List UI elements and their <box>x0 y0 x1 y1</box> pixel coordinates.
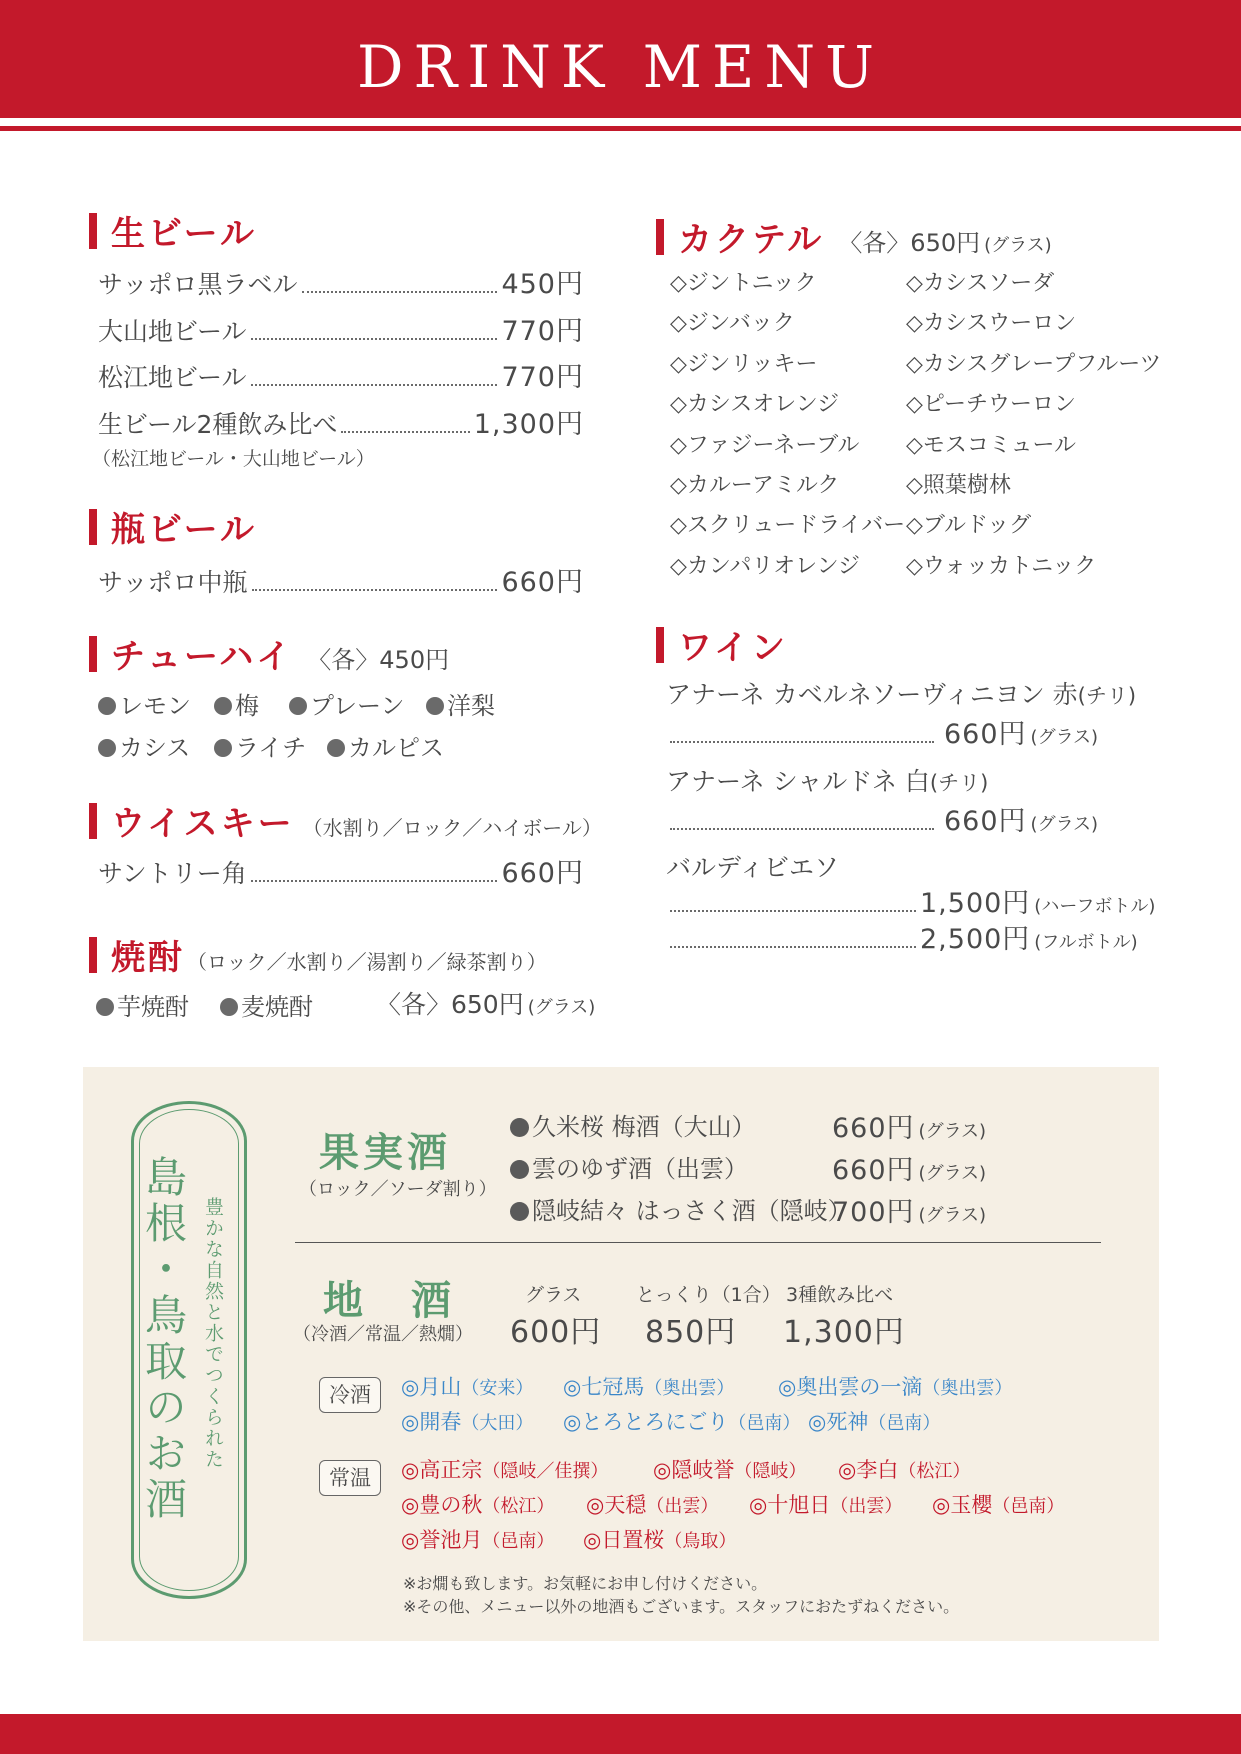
section-title-text: ウイスキー <box>111 804 295 844</box>
shochu-item <box>96 987 189 1022</box>
section-title-text: カクテル <box>678 220 825 260</box>
item-name: 松江地ビール <box>98 363 247 392</box>
wine-origin: (チリ) <box>929 771 989 795</box>
panel-divider <box>295 1242 1101 1243</box>
leader-dots <box>670 828 934 830</box>
item-note: （松江地ビール・大山地ビール） <box>92 448 375 470</box>
sake-item <box>838 1454 970 1484</box>
jizake-col-price: 600円 <box>510 1315 602 1350</box>
wine-price-row <box>670 712 1098 751</box>
sake-name: ◎開春 <box>401 1410 462 1434</box>
fruit-item-price <box>832 1190 986 1229</box>
fruit-liquor-title: 果実酒 <box>319 1129 451 1176</box>
item-name: サッポロ中瓶 <box>98 568 248 597</box>
item-price: 660円 <box>501 858 584 889</box>
local-sake-panel <box>83 1067 1159 1641</box>
cocktail-item: ◇ジントニック <box>670 271 817 296</box>
menu-row <box>98 309 584 348</box>
joon-label: 常温 <box>319 1460 381 1496</box>
unit: (グラス) <box>918 1163 987 1184</box>
wine-unit: (グラス) <box>1030 814 1099 835</box>
sake-name: ◎とろとろにごり <box>563 1410 729 1434</box>
section-title-draft-beer <box>89 206 257 255</box>
jizake-note: （冷酒／常温／熱燗） <box>293 1324 473 1345</box>
section-title-shochu <box>89 930 547 979</box>
leader-dots <box>670 946 916 948</box>
section-title-text: 焼酎 <box>111 938 185 978</box>
wine-unit: (フルボトル) <box>1034 932 1138 953</box>
jizake-col-head: グラス <box>525 1284 582 1306</box>
bullet-dot <box>214 697 232 715</box>
header-rule <box>0 126 1241 131</box>
sake-name: ◎奥出雲の一滴 <box>778 1375 923 1399</box>
section-title-text: チューハイ <box>111 637 294 677</box>
bullet-dot <box>98 697 116 715</box>
cocktail-item: ◇カシスソーダ <box>906 271 1055 296</box>
cocktail-item: ◇カシスグレープフルーツ <box>906 352 1162 377</box>
footer-band <box>0 1714 1241 1754</box>
item-name: 生ビール2種飲み比べ <box>98 410 338 439</box>
sake-area: （出雲） <box>646 1496 719 1517</box>
shochu-name: 麦焼酎 <box>241 993 313 1021</box>
sake-area: （松江） <box>482 1496 555 1517</box>
shochu-name: 芋焼酎 <box>117 993 189 1021</box>
section-title-whisky <box>89 796 602 845</box>
flavor-item <box>426 686 495 721</box>
vertical-subtitle: 豊かな自然と水でつくられた <box>202 1197 224 1470</box>
fruit-liquor-note: （ロック／ソーダ割り） <box>299 1179 497 1200</box>
flavor-item <box>214 686 259 721</box>
section-price-note: 〈各〉450円 <box>307 646 450 674</box>
section-bar <box>89 937 97 973</box>
fruit-item-price <box>832 1148 986 1187</box>
leader-dots <box>302 291 498 293</box>
sake-name: ◎高正宗 <box>401 1458 483 1482</box>
cocktail-item: ◇ブルドッグ <box>906 513 1032 538</box>
jizake-col-price: 850円 <box>645 1315 737 1350</box>
cocktail-item: ◇カシスオレンジ <box>670 392 840 417</box>
sake-name: ◎日置桜 <box>583 1528 665 1552</box>
bullet-dot <box>510 1160 529 1179</box>
section-bar <box>89 636 97 672</box>
section-bar <box>89 803 97 839</box>
leader-dots <box>341 431 469 433</box>
sake-name: ◎豊の秋 <box>401 1493 483 1517</box>
leader-dots <box>251 880 498 882</box>
wine-price-row <box>670 881 1155 920</box>
sake-name: ◎七冠馬 <box>563 1375 645 1399</box>
flavor-item <box>98 728 190 763</box>
section-title-text: 瓶ビール <box>111 510 257 550</box>
wine-price: 2,500円 <box>920 924 1031 955</box>
reishu-label: 冷酒 <box>319 1377 381 1413</box>
item-price: 770円 <box>501 362 584 393</box>
cocktail-item: ◇モスコミュール <box>906 433 1077 458</box>
fruit-item-price <box>832 1106 986 1145</box>
sake-area: （鳥取） <box>664 1531 737 1552</box>
section-title-text: ワイン <box>678 628 788 668</box>
cocktail-item: ◇照葉樹林 <box>906 473 1011 498</box>
vertical-title: 島根・鳥取のお酒 <box>139 1155 188 1523</box>
unit: (グラス) <box>918 1205 987 1226</box>
jizake-title: 地 酒 <box>323 1277 455 1324</box>
leader-dots <box>670 910 916 912</box>
sake-item <box>401 1524 554 1554</box>
item-price: 450円 <box>501 269 584 300</box>
cocktail-item: ◇ファジーネーブル <box>670 433 860 458</box>
jizake-col-head: 3種飲み比べ <box>786 1284 894 1306</box>
section-note: （水割り／ロック／ハイボール） <box>302 816 602 840</box>
cocktail-item: ◇カンパリオレンジ <box>670 554 861 579</box>
sake-area: （奥出雲） <box>644 1378 735 1399</box>
cocktail-item: ◇ジンバック <box>670 311 795 336</box>
sake-area: （隠岐／佳撰） <box>482 1461 609 1482</box>
fruit-item-name: 隠岐結々 はっさく酒（隠岐） <box>532 1197 852 1225</box>
section-bar <box>656 219 664 255</box>
fruit-item <box>510 1191 852 1226</box>
sake-area: （大田） <box>461 1413 534 1434</box>
flavor-item <box>214 728 306 763</box>
item-price: 660円 <box>501 567 584 598</box>
cocktail-item: ◇ウォッカトニック <box>906 554 1097 579</box>
fruit-item-name: 久米桜 梅酒（大山） <box>532 1113 756 1141</box>
menu-row <box>98 355 584 394</box>
flavor-item <box>289 686 405 721</box>
sake-area: （松江） <box>898 1461 971 1482</box>
flavor-item <box>98 686 191 721</box>
bullet-dot <box>289 697 307 715</box>
leader-dots <box>251 338 498 340</box>
bullet-dot <box>510 1118 529 1137</box>
leader-dots <box>252 589 498 591</box>
wine-unit: (ハーフボトル) <box>1034 896 1156 917</box>
shochu-item <box>220 987 313 1022</box>
cocktail-item: ◇カルーアミルク <box>670 473 840 498</box>
sake-item <box>586 1489 718 1519</box>
wine-name <box>666 675 1136 711</box>
wine-name <box>666 762 988 798</box>
flavor-name: 洋梨 <box>447 692 495 720</box>
leader-dots <box>670 741 934 743</box>
sake-item <box>808 1406 940 1436</box>
sake-item <box>749 1489 902 1519</box>
cocktail-item: ◇カシスウーロン <box>906 311 1077 336</box>
wine-name: バルディビエソ <box>666 853 840 882</box>
cocktail-item: ◇スクリュードライバー <box>670 513 906 538</box>
section-title-text: 生ビール <box>111 214 257 254</box>
bullet-dot <box>98 739 116 757</box>
section-title-bottle-beer <box>89 502 257 551</box>
page-title: DRINK MENU <box>357 33 884 101</box>
bullet-dot <box>510 1202 529 1221</box>
sake-name: ◎天穏 <box>586 1493 647 1517</box>
fruit-item-name: 雲のゆず酒（出雲） <box>532 1155 748 1183</box>
item-name: サントリー角 <box>98 859 247 888</box>
flavor-name: ライチ <box>235 734 307 762</box>
shochu-price <box>376 985 595 1021</box>
sake-item <box>401 1454 608 1484</box>
bullet-dot <box>214 739 232 757</box>
wine-price-row <box>670 799 1098 838</box>
bullet-dot <box>426 697 444 715</box>
wine-label: アナーネ シャルドネ 白 <box>666 767 930 796</box>
sake-name: ◎李白 <box>838 1458 899 1482</box>
section-price-note: 〈各〉650円 <box>838 229 981 257</box>
flavor-item <box>327 728 444 763</box>
section-bar <box>89 213 97 249</box>
sake-area: （隠岐） <box>734 1461 807 1482</box>
wine-origin: (チリ) <box>1077 684 1137 708</box>
menu-row <box>98 560 584 599</box>
wine-price: 1,500円 <box>920 888 1031 919</box>
cocktail-item: ◇ジンリッキー <box>670 352 818 377</box>
item-price: 770円 <box>501 316 584 347</box>
price: 660円 <box>832 1155 915 1186</box>
section-title-cocktail <box>656 212 1052 261</box>
section-bar <box>89 509 97 545</box>
fruit-item <box>510 1107 756 1142</box>
sake-item <box>401 1406 533 1436</box>
sake-item <box>401 1371 533 1401</box>
sake-item <box>653 1454 806 1484</box>
fruit-item <box>510 1149 748 1184</box>
sake-area: （邑南） <box>482 1531 555 1552</box>
menu-row <box>98 402 584 441</box>
section-note: （ロック／水割り／湯割り／緑茶割り） <box>187 950 547 974</box>
jizake-col-price: 1,300円 <box>783 1315 905 1350</box>
bullet-dot <box>327 739 345 757</box>
flavor-name: 梅 <box>235 692 259 720</box>
footnote: ※その他、メニュー以外の地酒もございます。スタッフにおたずねください。 <box>403 1597 960 1616</box>
header-band <box>0 0 1241 118</box>
item-name: 大山地ビール <box>98 317 247 346</box>
flavor-name: レモン <box>119 692 191 720</box>
bullet-dot <box>220 998 238 1016</box>
wine-label: アナーネ カベルネソーヴィニヨン 赤 <box>666 680 1078 709</box>
unit: (グラス) <box>918 1121 987 1142</box>
sake-area: （出雲） <box>830 1496 903 1517</box>
sake-item <box>778 1371 1012 1401</box>
section-title-chuhai <box>89 629 449 678</box>
leader-dots <box>251 384 498 386</box>
section-title-wine <box>656 620 788 669</box>
sake-item <box>401 1489 554 1519</box>
sake-name: ◎玉櫻 <box>932 1493 993 1517</box>
sake-area: （安来） <box>461 1378 534 1399</box>
sake-name: ◎十旭日 <box>749 1493 831 1517</box>
price: 660円 <box>832 1113 915 1144</box>
item-price: 1,300円 <box>473 409 584 440</box>
wine-price-row <box>670 917 1138 956</box>
sake-item <box>932 1489 1064 1519</box>
wine-unit: (グラス) <box>1030 727 1099 748</box>
item-name: サッポロ黒ラベル <box>98 270 298 299</box>
jizake-col-head: とっくり（1合） <box>636 1284 781 1306</box>
bullet-dot <box>96 998 114 1016</box>
price: 700円 <box>832 1197 915 1228</box>
sake-name: ◎死神 <box>808 1410 869 1434</box>
sake-item <box>583 1524 736 1554</box>
sake-name: ◎月山 <box>401 1375 462 1399</box>
sake-name: ◎隠岐誉 <box>653 1458 735 1482</box>
section-unit: (グラス) <box>984 235 1052 256</box>
wine-price: 660円 <box>944 719 1027 750</box>
section-bar <box>656 627 664 663</box>
flavor-name: プレーン <box>310 692 405 720</box>
flavor-name: カルピス <box>348 734 444 762</box>
wine-price: 660円 <box>944 806 1027 837</box>
sake-area: （奥出雲） <box>922 1378 1013 1399</box>
flavor-name: カシス <box>119 734 191 762</box>
sake-area: （邑南） <box>728 1413 801 1434</box>
sake-item <box>563 1371 734 1401</box>
sake-name: ◎誉池月 <box>401 1528 483 1552</box>
unit-note: (グラス) <box>527 997 596 1018</box>
sake-item <box>563 1406 800 1436</box>
footnote: ※お燗も致します。お気軽にお申し付けください。 <box>403 1574 768 1593</box>
sake-area: （邑南） <box>992 1496 1065 1517</box>
cocktail-item: ◇ピーチウーロン <box>906 392 1077 417</box>
menu-row <box>98 851 584 890</box>
menu-row <box>98 262 584 301</box>
sake-area: （邑南） <box>868 1413 941 1434</box>
price-note: 〈各〉650円 <box>376 990 524 1019</box>
